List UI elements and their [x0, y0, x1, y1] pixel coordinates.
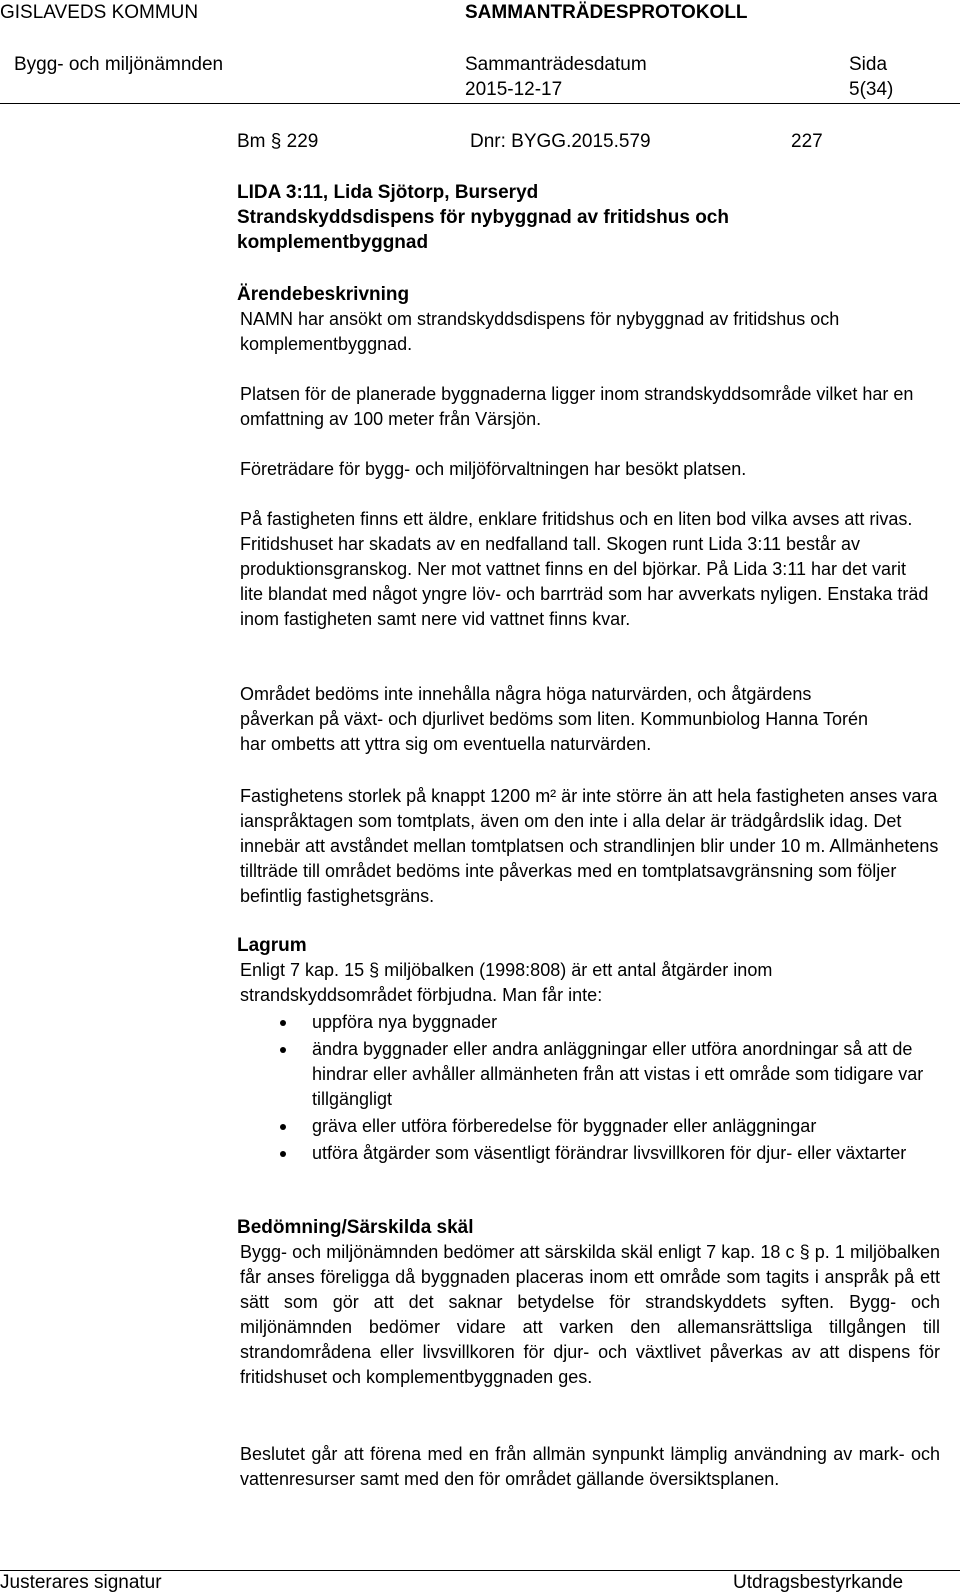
meeting-date-label: Sammanträdesdatum	[465, 54, 647, 75]
case-title-line-1: LIDA 3:11, Lida Sjötorp, Burseryd	[237, 182, 539, 203]
page-number: 5(34)	[849, 79, 894, 100]
paragraph-number: Bm § 229	[237, 131, 319, 152]
section-heading-assessment: Bedömning/Särskilda skäl	[237, 1217, 474, 1238]
prohibited-actions-list	[240, 1010, 940, 1168]
law-intro: Enligt 7 kap. 15 § miljöbalken (1998:808) är ett antal åtgärder inom strandskyddsområdet förbjudna. Man får inte:	[240, 960, 773, 1005]
case-title-line-3: komplementbyggnad	[237, 232, 429, 253]
bullet-icon	[280, 1047, 286, 1053]
bullet-icon	[280, 1020, 286, 1026]
description-paragraph-6: Fastighetens storlek på knappt 1200 m² är inte större än att hela fastigheten anses vara ianspråktagen som tomtplats, även om den inte i alla delar är trädgårdslik idag. Det innebär att avståndet mellan tomtplatsen och strandlinjen blir under 10 m. Allmänhetens tillträde till området bedöms inte påverkas med en tomtplatsavgränsning som följer befintlig fastighetsgräns.	[240, 786, 939, 906]
header-divider	[0, 103, 960, 104]
assessment-paragraph-1: Bygg- och miljönämnden bedömer att särskilda skäl enligt 7 kap. 18 c § p. 1 miljöbalken får anses föreligga då byggnaden placeras inom ett område som tagits i anspråk på ett sätt som gör att det saknar betydelse för strandskyddets syften. Bygg- och miljönämnden bedömer vidare att varken den allemansrättsliga tillgången till strandområdena eller livsvillkoren för djur- och växtlivet påverkas av att dispens för fritidshuset och komplementbyggnaden ges.	[240, 1242, 940, 1387]
list-item: ändra byggnader eller andra anläggningar eller utföra anordningar så att de hindrar eller avhåller allmänheten från att vistas i ett område som tidigare var tillgängligt	[240, 1037, 940, 1112]
bullet-icon	[280, 1124, 286, 1130]
list-item: uppföra nya byggnader	[240, 1010, 940, 1035]
page-label: Sida	[849, 54, 888, 75]
adjuster-signature-label: Justerares signatur	[0, 1572, 162, 1593]
section-heading-description: Ärendebeskrivning	[237, 284, 410, 305]
description-paragraph-2: Platsen för de planerade byggnaderna ligger inom strandskyddsområde vilket har en omfattning av 100 meter från Värsjön.	[240, 384, 914, 429]
description-paragraph-1: NAMN har ansökt om strandskyddsdispens för nybyggnad av fritidshus och komplementbyggnad.	[240, 309, 840, 354]
list-item: gräva eller utföra förberedelse för byggnader eller anläggningar	[240, 1114, 940, 1139]
case-number: Dnr: BYGG.2015.579	[470, 131, 651, 152]
list-item: utföra åtgärder som väsentligt förändrar livsvillkoren för djur- eller växtarter	[240, 1141, 940, 1166]
section-heading-law: Lagrum	[237, 935, 307, 956]
assessment-paragraph-2: Beslutet går att förena med en från allmän synpunkt lämplig användning av mark- och vattenresurser samt med den för området gällande översiktsplanen.	[240, 1444, 940, 1489]
bullet-icon	[280, 1151, 286, 1157]
footer-divider	[0, 1570, 960, 1571]
organization-name: GISLAVEDS KOMMUN	[0, 2, 199, 23]
meeting-date: 2015-12-17	[465, 79, 563, 100]
description-paragraph-4: På fastigheten finns ett äldre, enklare fritidshus och en liten bod vilka avses att rivas. Fritidshuset har skadats av en nedfalland tall. Skogen runt Lida 3:11 består av produktionsgranskog. Ner mot vattnet finns en del björkar. På Lida 3:11 har det varit lite blandat med något yngre löv- och barrträd som har avverkats nyligen. Enstaka träd inom fastigheten samt nere vid vattnet finns kvar.	[240, 509, 929, 629]
item-number: 227	[791, 131, 823, 152]
case-title-line-2: Strandskyddsdispens för nybyggnad av fritidshus och	[237, 207, 729, 228]
board-name: Bygg- och miljönämnden	[14, 54, 224, 75]
document-type: SAMMANTRÄDESPROTOKOLL	[465, 2, 748, 23]
description-paragraph-5: Området bedöms inte innehålla några höga naturvärden, och åtgärdens påverkan på växt- och djurlivet bedöms som liten. Kommunbiolog Hanna Torén har ombetts att yttra sig om eventuella naturvärden.	[240, 684, 869, 754]
description-paragraph-3: Företrädare för bygg- och miljöförvaltningen har besökt platsen.	[240, 459, 747, 479]
extract-certification-label: Utdragsbestyrkande	[733, 1572, 904, 1593]
